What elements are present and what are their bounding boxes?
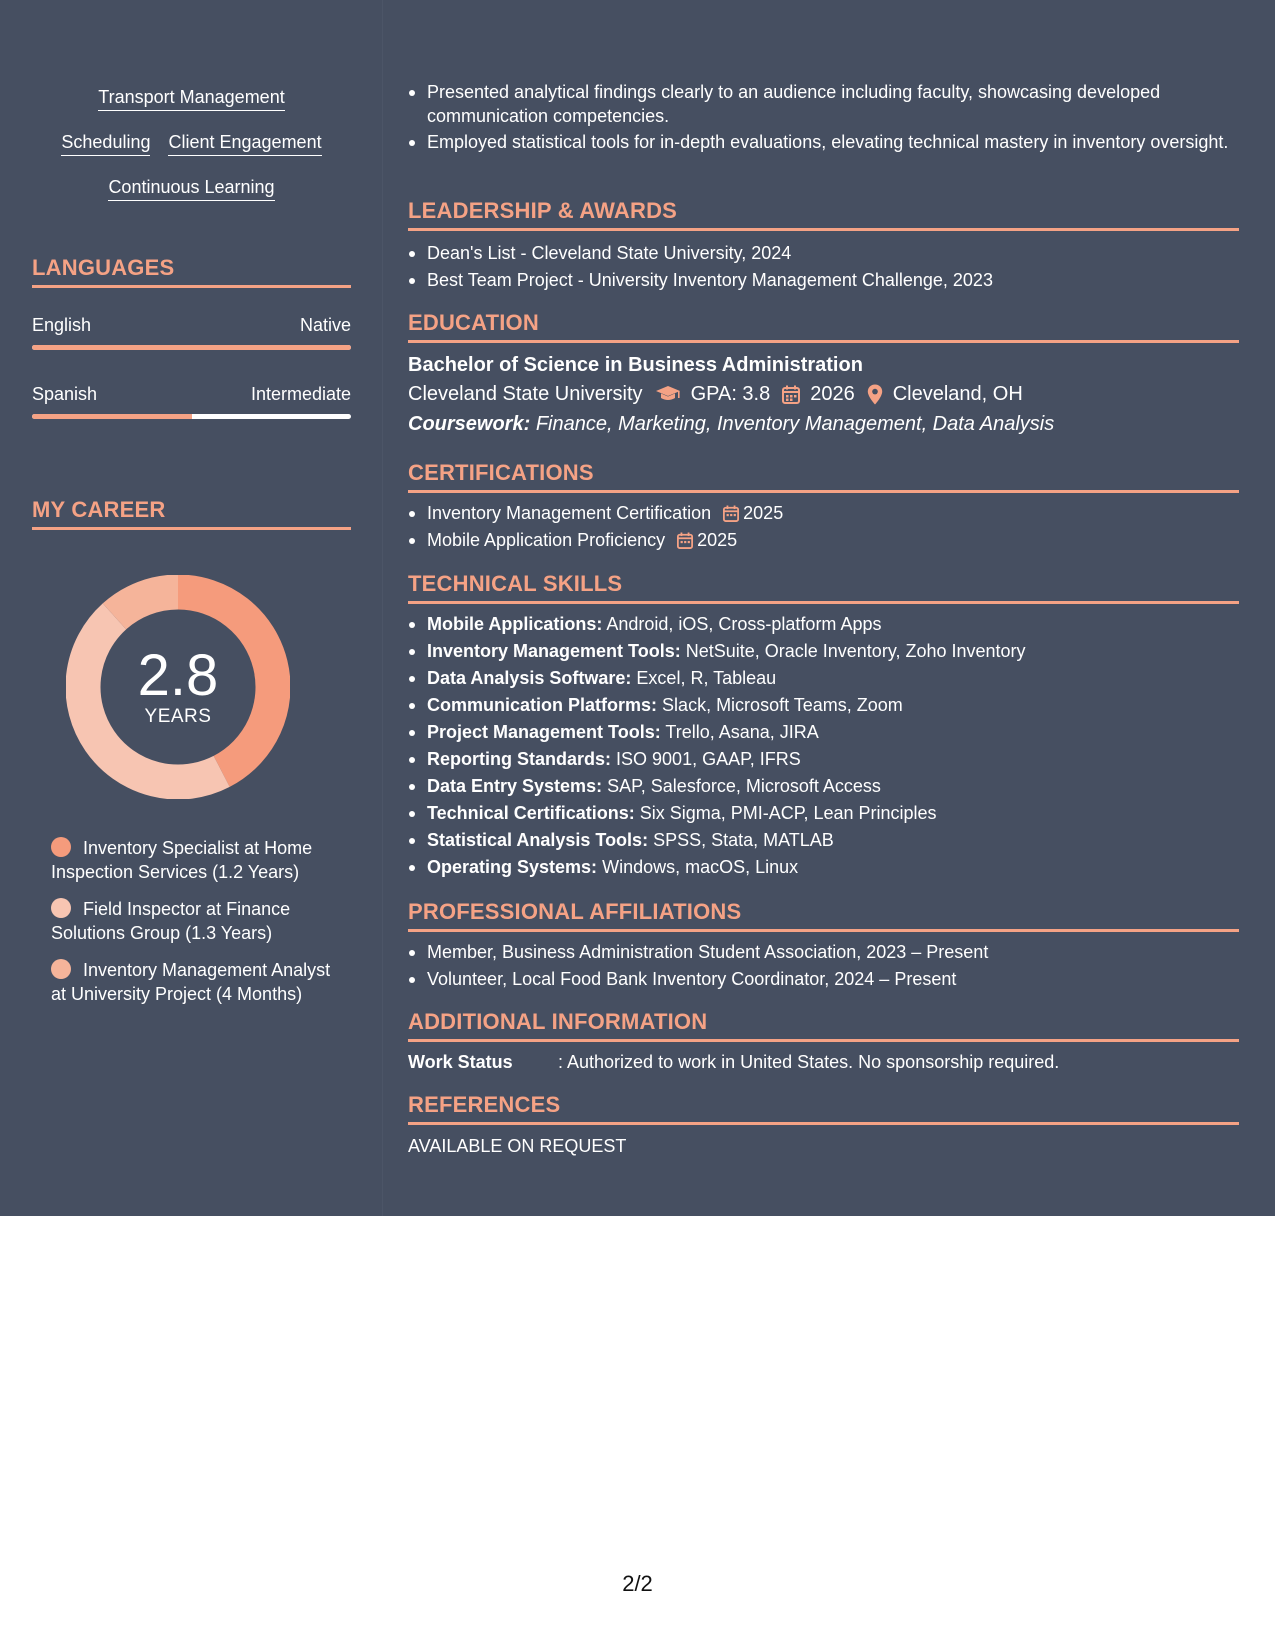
skill-tag: Client Engagement: [168, 131, 321, 156]
work-status-value: : Authorized to work in United States. No sponsorship required.: [558, 1052, 1060, 1072]
language-level: Intermediate: [250, 384, 351, 404]
career-item: Inventory Management Analyst at University Project (4 Months): [51, 960, 331, 1004]
career-item: Field Inspector at Finance Solutions Group (1.3 Years): [51, 899, 291, 943]
list-item: Statistical Analysis Tools: SPSS, Stata, MATLAB: [408, 828, 1239, 852]
list-item: Reporting Standards: ISO 9001, GAAP, IFRS: [408, 747, 1239, 771]
coursework-value: Finance, Marketing, Inventory Management, Data Analysis: [535, 413, 1055, 435]
language-name: English: [32, 315, 92, 335]
additional-info-heading: ADDITIONAL INFORMATION: [408, 1009, 1239, 1042]
languages-heading: LANGUAGES: [32, 255, 351, 288]
list-item: Mobile Application Proficiency 2025: [408, 528, 1239, 552]
page-number: 2/2: [622, 1571, 653, 1596]
school-location: Cleveland, OH: [892, 383, 1023, 405]
education-details: [408, 381, 1239, 407]
skill-tag: Transport Management: [98, 86, 284, 111]
list-item: Employed statistical tools for in-depth evaluations, elevating technical mastery in inventory oversight.: [408, 130, 1239, 154]
skill-row: [32, 86, 351, 131]
list-item: Presented analytical findings clearly to an audience including faculty, showcasing developed communication competencies.: [408, 80, 1239, 128]
list-item: Best Team Project - University Inventory Management Challenge, 2023: [408, 268, 1239, 292]
list-item: Communication Platforms: Slack, Microsoft Teams, Zoom: [408, 693, 1239, 717]
list-item: Data Entry Systems: SAP, Salesforce, Microsoft Access: [408, 774, 1239, 798]
list-item: Inventory Management Tools: NetSuite, Oracle Inventory, Zoho Inventory: [408, 639, 1239, 663]
list-item: Technical Certifications: Six Sigma, PMI-ACP, Lean Principles: [408, 801, 1239, 825]
calendar-icon: [677, 532, 693, 549]
career-item: Inventory Specialist at Home Inspection Services (1.2 Years): [51, 838, 313, 882]
legend-dot: [51, 959, 71, 979]
language-bar-fill: [32, 414, 192, 419]
skill-row: [32, 176, 351, 221]
certifications-heading: CERTIFICATIONS: [408, 460, 1239, 493]
list-item: Inventory Management Certification 2025: [408, 501, 1239, 525]
list-item: Dean's List - Cleveland State University, 2024: [408, 241, 1239, 265]
legend-dot: [51, 837, 71, 857]
legend-dot: [51, 898, 71, 918]
technical-skills-heading: TECHNICAL SKILLS: [408, 571, 1239, 604]
affiliations-list: [408, 940, 1239, 994]
degree: Bachelor of Science in Business Administration: [408, 354, 863, 376]
career-unit: YEARS: [144, 706, 212, 727]
location-pin-icon: [867, 384, 883, 405]
list-item: Volunteer, Local Food Bank Inventory Coordinator, 2024 – Present: [408, 967, 1239, 991]
references-text: AVAILABLE ON REQUEST: [408, 1136, 627, 1156]
experience-bullets: [408, 80, 1239, 156]
list-item: Data Analysis Software: Excel, R, Tableau: [408, 666, 1239, 690]
column-divider: [382, 0, 383, 1216]
skill-row: [32, 131, 351, 176]
language-name: Spanish: [32, 384, 98, 404]
language-english: [32, 314, 351, 350]
language-spanish: [32, 383, 351, 419]
technical-skills-list: [408, 612, 1239, 882]
list-item: Mobile Applications: Android, iOS, Cross-platform Apps: [408, 612, 1239, 636]
work-status: [408, 1050, 1239, 1074]
list-item: Member, Business Administration Student Association, 2023 – Present: [408, 940, 1239, 964]
gpa: GPA: 3.8: [690, 383, 771, 405]
career-legend: [51, 836, 341, 1019]
language-bar: [32, 345, 351, 350]
language-bar: [32, 414, 351, 419]
language-bar-fill: [32, 345, 351, 350]
calendar-icon: [782, 385, 800, 404]
graduation-year: 2026: [810, 383, 855, 405]
calendar-icon: [723, 505, 739, 522]
skill-tags: [32, 86, 351, 221]
skill-tag: Scheduling: [61, 131, 150, 156]
language-level: Native: [299, 315, 351, 335]
references-heading: REFERENCES: [408, 1092, 1239, 1125]
certifications-list: [408, 501, 1239, 555]
career-heading: MY CAREER: [32, 497, 351, 530]
graduation-cap-icon: [655, 385, 681, 403]
coursework-label: Coursework:: [408, 413, 531, 435]
leadership-heading: LEADERSHIP & AWARDS: [408, 198, 1239, 231]
education-heading: EDUCATION: [408, 310, 1239, 343]
affiliations-heading: PROFESSIONAL AFFILIATIONS: [408, 899, 1239, 932]
career-total: 2.8: [137, 643, 219, 708]
work-status-label: Work Status: [408, 1052, 513, 1072]
leadership-list: [408, 241, 1239, 295]
list-item: Operating Systems: Windows, macOS, Linux: [408, 855, 1239, 879]
career-donut: [66, 575, 290, 799]
skill-tag: Continuous Learning: [108, 176, 274, 201]
school: Cleveland State University: [408, 383, 643, 405]
coursework: [408, 411, 1239, 437]
education-entry: [408, 352, 1239, 437]
list-item: Project Management Tools: Trello, Asana, JIRA: [408, 720, 1239, 744]
